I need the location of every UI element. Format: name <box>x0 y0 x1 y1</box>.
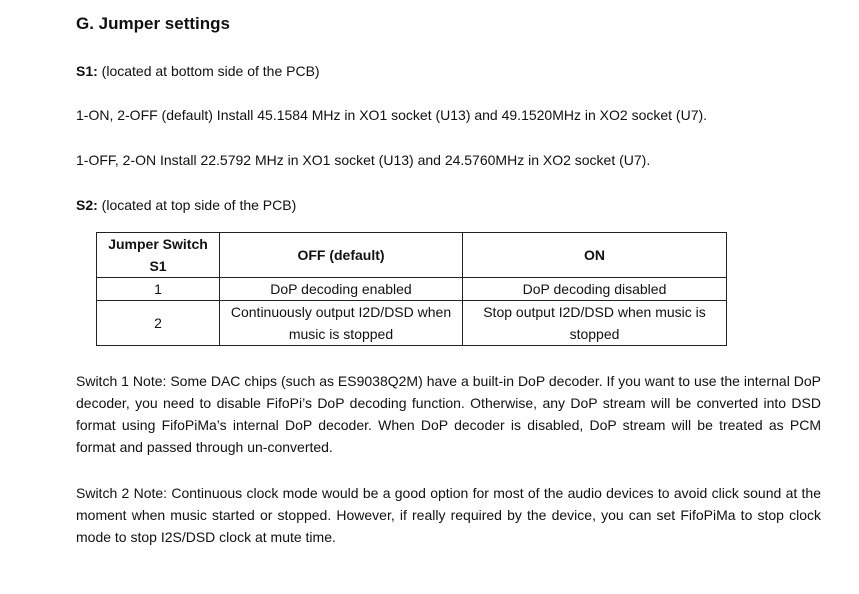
switch1-note: Switch 1 Note: Some DAC chips (such as ES9038Q2M) have a built-in DoP decoder. If you want to use the internal DoP decoder, you need to disable FifoPi’s DoP decoding function. Otherwise, any DoP stream will be converted into DSD format using FifoPiMa’s internal DoP decoder. When DoP decoder is disabled, DoP stream will be treated as PCM format and passed through un-converted. <box>76 373 821 455</box>
s1-description <box>76 60 320 82</box>
s2-description <box>76 194 296 216</box>
row2-on-line1: Stop output I2D/DSD when music is <box>483 304 706 320</box>
row2-off <box>220 301 463 346</box>
s2-location-text: (located at top side of the PCB) <box>97 197 297 213</box>
header-on: ON <box>463 233 727 278</box>
header-jumper-switch-line2: S1 <box>149 258 167 274</box>
row1-off: DoP decoding enabled <box>220 278 463 301</box>
section-title: G. Jumper settings <box>76 14 230 33</box>
header-jumper-switch-line1: Jumper Switch <box>108 236 208 252</box>
s1-location-text: (located at bottom side of the PCB) <box>97 63 320 79</box>
jumper-settings-table <box>96 232 727 346</box>
option-line-1: 1-ON, 2-OFF (default) Install 45.1584 MHz in XO1 socket (U13) and 49.1520MHz in XO2 socket (U7). <box>76 107 708 123</box>
row1-on: DoP decoding disabled <box>463 278 727 301</box>
table-row <box>97 278 727 301</box>
switch2-note: Switch 2 Note: Continuous clock mode would be a good option for most of the audio devices to avoid click sound at the moment when music started or stopped. However, if really required by the device, you can set FifoPiMa to stop clock mode to stop I2S/DSD clock at mute time. <box>76 485 821 545</box>
s2-label: S2: <box>76 197 98 213</box>
s1-label: S1: <box>76 63 98 79</box>
option-line-2: 1-OFF, 2-ON Install 22.5792 MHz in XO1 socket (U13) and 24.5760MHz in XO2 socket (U7). <box>76 152 651 168</box>
header-off: OFF (default) <box>220 233 463 278</box>
header-jumper-switch <box>97 233 220 278</box>
row2-on-line2: stopped <box>569 326 620 342</box>
table-row <box>97 301 727 346</box>
row2-on <box>463 301 727 346</box>
row2-switch: 2 <box>97 301 220 346</box>
row2-off-line2: music is stopped <box>288 326 394 342</box>
row2-off-line1: Continuously output I2D/DSD when <box>230 304 452 320</box>
table-header-row <box>97 233 727 278</box>
row1-switch: 1 <box>97 278 220 301</box>
